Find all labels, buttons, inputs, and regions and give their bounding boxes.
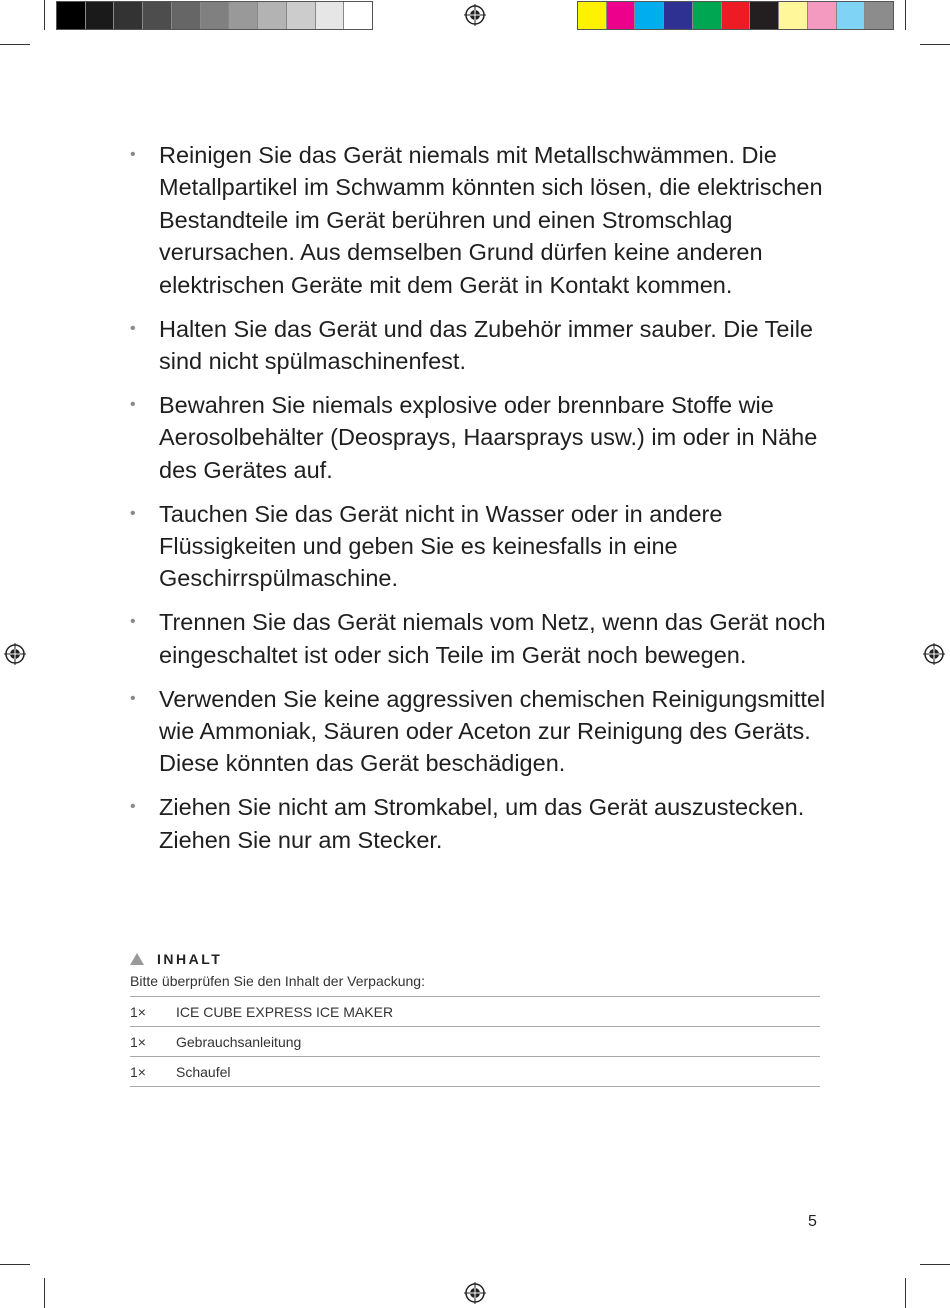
item-name-cell: Gebrauchsanleitung xyxy=(176,1033,302,1050)
crop-mark xyxy=(44,1278,45,1308)
page-number: 5 xyxy=(808,1213,817,1230)
list-item xyxy=(130,313,830,378)
table-row xyxy=(130,1057,820,1087)
bullet-icon: • xyxy=(130,798,136,816)
contents-section xyxy=(130,950,820,1087)
color-swatch xyxy=(114,2,143,29)
color-swatch xyxy=(258,2,287,29)
color-swatch xyxy=(693,2,722,29)
crop-mark xyxy=(905,0,906,30)
color-swatch xyxy=(172,2,201,29)
instruction-text: Verwenden Sie keine aggressiven chemischen Reinigungsmittel wie Ammoniak, Säuren oder Aceton zur Reinigung des Geräts. Diese könnten das Gerät beschädigen. xyxy=(159,685,826,777)
triangle-icon xyxy=(130,953,144,965)
grayscale-color-bar xyxy=(56,1,373,30)
instruction-text: Ziehen Sie nicht am Stromkabel, um das Gerät auszustecken. Ziehen Sie nur am Stecker. xyxy=(159,794,805,853)
registration-mark-icon xyxy=(464,1282,486,1304)
safety-instructions-list xyxy=(130,139,830,868)
instruction-text: Tauchen Sie das Gerät nicht in Wasser oder in andere Flüssigkeiten und geben Sie es keinesfalls in eine Geschirrspülmaschine. xyxy=(159,500,723,592)
bullet-icon: • xyxy=(130,146,136,163)
color-swatch xyxy=(143,2,172,29)
instruction-text: Bewahren Sie niemals explosive oder brennbare Stoffe wie Aerosolbehälter (Deosprays, Haarsprays usw.) im oder in Nähe des Gerätes auf. xyxy=(159,391,818,483)
color-swatch xyxy=(201,2,230,29)
table-row xyxy=(130,1027,820,1057)
crop-mark xyxy=(920,44,950,45)
bullet-icon: • xyxy=(130,504,136,522)
section-heading xyxy=(130,950,820,968)
registration-mark-icon xyxy=(923,643,945,665)
color-swatch xyxy=(779,2,808,29)
quantity-cell: 1× xyxy=(130,1003,146,1020)
registration-mark-icon xyxy=(4,643,26,665)
process-color-bar xyxy=(577,1,894,30)
registration-mark-icon xyxy=(464,4,486,26)
bullet-icon: • xyxy=(130,319,136,337)
table-row xyxy=(130,997,820,1027)
color-swatch xyxy=(722,2,751,29)
section-title: INHALT xyxy=(157,951,223,967)
color-swatch xyxy=(344,2,372,29)
crop-mark xyxy=(44,0,45,30)
instruction-text: Reinigen Sie das Gerät niemals mit Metallschwämmen. Die Metallpartikel im Schwamm könnten sich lösen, die elektrischen Bestandteile im Gerät berühren und einen Stromschlag verursachen. Aus demselben Grund dürfen keine anderen elektrischen Geräte mit dem Gerät in Kontakt kommen. xyxy=(159,142,823,298)
bullet-icon: • xyxy=(130,395,136,413)
crop-mark xyxy=(905,1278,906,1308)
list-item xyxy=(130,139,830,301)
item-name-cell: Schaufel xyxy=(176,1063,231,1080)
color-swatch xyxy=(57,2,86,29)
instruction-text: Halten Sie das Gerät und das Zubehör immer sauber. Die Teile sind nicht spülmaschinenfest. xyxy=(159,315,813,374)
color-swatch xyxy=(229,2,258,29)
item-name-cell: ICE CUBE EXPRESS ICE MAKER xyxy=(176,1003,394,1020)
list-item xyxy=(130,683,830,780)
list-item xyxy=(130,791,830,856)
quantity-cell: 1× xyxy=(130,1063,146,1080)
color-swatch xyxy=(750,2,779,29)
crop-mark xyxy=(0,44,30,45)
crop-mark xyxy=(920,1264,950,1265)
color-swatch xyxy=(287,2,316,29)
contents-table xyxy=(130,996,820,1087)
color-swatch xyxy=(635,2,664,29)
color-swatch xyxy=(86,2,115,29)
color-swatch xyxy=(837,2,866,29)
color-swatch xyxy=(316,2,345,29)
color-swatch xyxy=(808,2,837,29)
section-intro: Bitte überprüfen Sie den Inhalt der Verpackung: xyxy=(130,973,425,989)
color-swatch xyxy=(578,2,607,29)
list-item xyxy=(130,606,830,671)
crop-mark xyxy=(0,1264,30,1265)
bullet-icon: • xyxy=(130,613,136,631)
list-item xyxy=(130,389,830,486)
color-swatch xyxy=(865,2,893,29)
quantity-cell: 1× xyxy=(130,1033,146,1050)
bullet-icon: • xyxy=(130,689,136,707)
instruction-text: Trennen Sie das Gerät niemals vom Netz, wenn das Gerät noch eingeschaltet ist oder sich Teile im Gerät noch bewegen. xyxy=(159,609,826,668)
list-item xyxy=(130,498,830,595)
color-swatch xyxy=(664,2,693,29)
color-swatch xyxy=(607,2,636,29)
